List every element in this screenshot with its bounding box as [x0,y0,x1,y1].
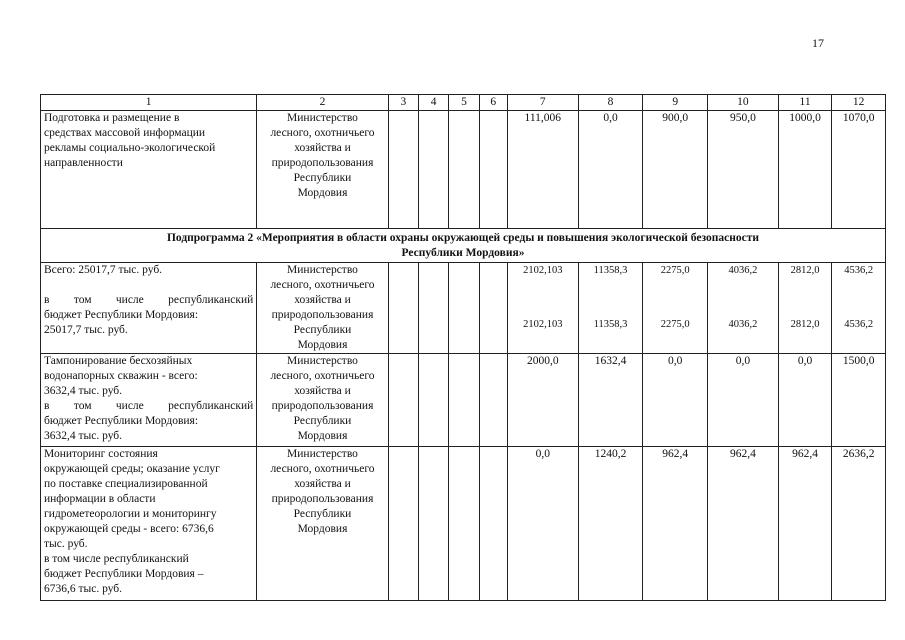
responsible-org: Министерство лесного, охотничьего хозяйства и природопользования Республики Мордовия [257,111,388,229]
value-cell: 0,0 [643,354,708,447]
col-header: 11 [778,95,832,111]
col-header: 8 [578,95,643,111]
table-row [41,263,886,354]
value-cell: 1632,4 [578,354,643,447]
col-header: 10 [708,95,779,111]
subprogram-heading-row [41,229,886,263]
activity-description: Тампонирование бесхозяйных водонапорных скважин - всего: 3632,4 тыс. руб. в том числе республиканский бюджет Республики Мордовия: 3632,4 тыс. руб. [41,354,257,447]
subprogram-title: Подпрограмма 2 «Мероприятия в области охраны окружающей среды и повышения экологической безопасности Республики Мордовия» [41,229,886,263]
activity-description: Подготовка и размещение в средствах массовой информации рекламы социально-экологической направленности [41,111,257,229]
empty-cell [419,263,449,354]
empty-cell [419,447,449,601]
budget-table [40,94,886,601]
value-cell: 962,4 [643,447,708,601]
value-cell: 1500,0 [832,354,886,447]
value-cell: 2636,2 [832,447,886,601]
value-cell: 0,0 [778,354,832,447]
value-cell: 0,0 [578,111,643,229]
col-header: 4 [419,95,449,111]
value-cell: 1070,0 [832,111,886,229]
empty-cell [449,111,479,229]
value-cell: 4536,2 4536,2 [832,263,886,354]
table-row [41,447,886,601]
col-header: 3 [388,95,418,111]
value-cell: 1000,0 [778,111,832,229]
value-cell: 950,0 [708,111,779,229]
col-header: 12 [832,95,886,111]
empty-cell [479,111,507,229]
value-cell: 1240,2 [578,447,643,601]
col-header: 1 [41,95,257,111]
empty-cell [388,111,418,229]
col-header: 7 [507,95,578,111]
empty-cell [388,263,418,354]
empty-cell [449,354,479,447]
col-header: 9 [643,95,708,111]
value-cell: 2275,0 2275,0 [643,263,708,354]
col-header: 6 [479,95,507,111]
empty-cell [419,354,449,447]
empty-cell [479,263,507,354]
table-row [41,354,886,447]
empty-cell [419,111,449,229]
responsible-org: Министерство лесного, охотничьего хозяйства и природопользования Республики Мордовия [257,263,388,354]
activity-description: Всего: 25017,7 тыс. руб. в том числе республиканский бюджет Республики Мордовия: 25017,7 тыс. руб. [41,263,257,354]
col-header: 5 [449,95,479,111]
column-number-row [41,95,886,111]
value-cell: 11358,3 11358,3 [578,263,643,354]
empty-cell [449,447,479,601]
value-cell: 0,0 [507,447,578,601]
empty-cell [479,447,507,601]
value-cell: 2000,0 [507,354,578,447]
table-row [41,111,886,229]
empty-cell [388,354,418,447]
value-cell: 111,006 [507,111,578,229]
responsible-org: Министерство лесного, охотничьего хозяйства и природопользования Республики Мордовия [257,354,388,447]
value-cell: 900,0 [643,111,708,229]
empty-cell [388,447,418,601]
value-cell: 2102,103 2102,103 [507,263,578,354]
value-cell: 4036,2 4036,2 [708,263,779,354]
empty-cell [449,263,479,354]
page-number: 17 [812,36,824,50]
value-cell: 962,4 [778,447,832,601]
empty-cell [479,354,507,447]
value-cell: 962,4 [708,447,779,601]
activity-description: Мониторинг состояния окружающей среды; оказание услуг по поставке специализированной информации в области гидрометеорологии и мониторингу окружающей среды - всего: 6736,6 тыс. руб. в том числе республиканский бюджет Республики Мордовия – 6736,6 тыс. руб. [41,447,257,601]
responsible-org: Министерство лесного, охотничьего хозяйства и природопользования Республики Мордовия [257,447,388,601]
value-cell: 0,0 [708,354,779,447]
value-cell: 2812,0 2812,0 [778,263,832,354]
col-header: 2 [257,95,388,111]
